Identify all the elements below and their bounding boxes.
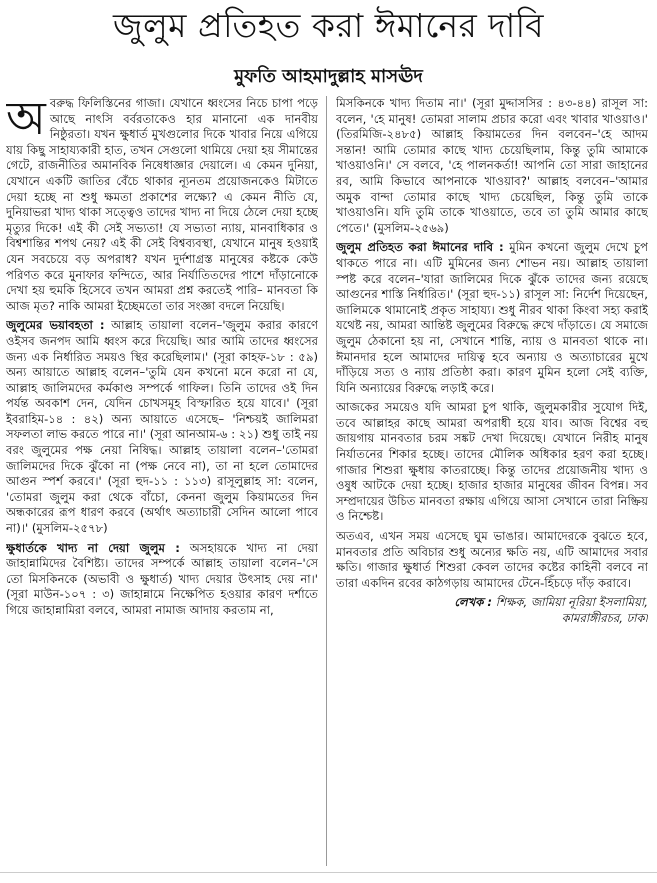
section-text: আল্লাহ তায়ালা বলেন–'জুলুম করার কারণে ওইসব জনপদ আমি ধ্বংস করে দিয়েছি। আর আমি তাদের ধ্বংসের জন্য এক নির্ধারিত সময়ও স্থির করেছিলাম।' (সূরা কাহফ-১৮ : ৫৯) অন্য আয়াতে আল্লাহ বলেন–'তুমি যেন কখনো মনে করো না যে, আল্লাহ জালিমদের কর্মকাণ্ড সম্পর্কে গাফিল। তিনি তাদের ওই দিন পর্যন্ত অবকাশ দেন, যেদিন চোখসমূহ বিস্ফারিত হয়ে যাবে।' (সূরা ইবরাহিম-১৪ : ৪২) অন্য আয়াতে এসেছে– 'নিশ্চয়ই জালিমরা সফলতা লাভ করতে পারে না।' (সূরা আনআম-৬ : ২১) শুধু তাই নয় বরং জুলুমের পক্ষ নেয়া নিষিদ্ধ। আল্লাহ তায়ালা বলেন–'তোমরা জালিমদের দিকে ঝুঁকো না (পক্ষ নেবে না), তা না হলে তোমাদের আগুন স্পর্শ করবে।' (সূরা হুদ-১১ : ১১৩) রাসূলুল্লাহ সা: বলেন, 'তোমরা জুলুম করা থেকে বাঁচো, কেননা জুলুম কিয়ামতের দিন অন্ধকারের রূপ ধারণ করবে (অর্থাৎ অত্যাচারী সেদিন আলো পাবে না)।' (মুসলিম-২৫৭৮) [6, 318, 318, 536]
section-heading: জুলুমের ভয়াবহতা : [6, 318, 105, 333]
section-paragraph [336, 240, 648, 396]
right-column [336, 96, 648, 866]
byline-affiliation: শিক্ষক, জামিয়া নূরিয়া ইসলামিয়া, [492, 595, 648, 610]
body-paragraph: আজকের সময়েও যদি আমরা চুপ থাকি, জুলুমকারীর সুযোগ দিই, তবে আল্লাহর কাছে আমরা অপরাধী হয়ে যাব। আজ বিশ্বের বহু জায়গায় মানবতার চরম সঙ্কট দেখা দিয়েছে। যেখানে নিরীহ মানুষ নির্যাতনের শিকার হচ্ছে। তাদের মৌলিক অধিকার হরণ করা হচ্ছে। গাজার শিশুরা ক্ষুধায় কাতরাচ্ছে। কিন্তু তাদের প্রয়োজনীয় খাদ্য ও ওষুধ আটকে দেয়া হচ্ছে। হাজার হাজার মানুষের জীবন বিপন্ন। সব সম্প্রদায়ের উচিত মানবতা রক্ষায় এগিয়ে আসা সেখানে তারা নিষ্ক্রিয় ও নিশ্চেষ্ট। [336, 400, 648, 524]
section-heading: ক্ষুধার্তকে খাদ্য না দেয়া জুলুম : [6, 540, 180, 555]
section-text: অসহায়কে খাদ্য না দেয়া জাহান্নামিদের বৈশিষ্ট্য। তাদের সম্পর্কে আল্লাহ তায়ালা বলেন–'সে তো মিসকিনকে (অভাবী ও ক্ষুধার্ত) খাদ্য দেয়ার উৎসাহ দেয় না।' (সূরা মাউন-১০৭ : ৩) জাহান্নামে নিক্ষেপিত হওয়ার কারণ দর্শাতে গিয়ে জাহান্নামিরা বলবে, আমরা নামাজ আদায় করতাম না, [6, 540, 318, 617]
drop-cap: অ [6, 96, 46, 145]
continued-paragraph: মিসকিনকে খাদ্য দিতাম না।' (সূরা মুদ্দাসসির : ৪৩-৪৪) রাসূল সা: বলেন, 'হে মানুষ! তোমরা সালাম প্রচার করো এবং খাবার খাওয়াও।' (তিরমিজি-২৪৮৫) আল্লাহ কিয়ামতের দিন বলবেন–'হে আদম সন্তান! আমি তোমার কাছে খাদ্য চেয়েছিলাম, কিন্তু তুমি আমাকে খাওয়াওনি।' সে বলবে, 'হে পালনকর্তা! আপনি তো সারা জাহানের রব, আমি কিভাবে আপনাকে খাওয়াব?' আল্লাহ বলবেন–'আমার অমুক বান্দা তোমার কাছে খাদ্য চেয়েছিল, কিন্তু তুমি তাকে খাওয়াওনি। যদি তুমি তাকে খাওয়াতে, তবে তা তুমি আমার কাছে পেতে।' (মুসলিম-২৫৬৯) [336, 96, 648, 235]
section-heading: জুলুম প্রতিহত করা ঈমানের দাবি : [336, 240, 504, 255]
intro-text: বরুদ্ধ ফিলিস্তিনের গাজা। যেখানে ধ্বংসের নিচে চাপা পড়ে আছে নাৎসি বর্বরতাকেও হার মানানো এক দানবীয় নিষ্ঠুরতা। যখন ক্ষুধার্ত মুখগুলোর দিকে খাবার নিয়ে এগিয়ে যায় কিছু সাহায্যকারী হাত, তখন সেগুলো থামিয়ে দেয়া হয় সীমান্তের গেটে, রাজনীতির অমানবিক নিষেধাজ্ঞার দেয়ালে। এ কেমন দুনিয়া, যেখানে একটি জাতির বেঁচে থাকার ন্যূনতম প্রয়োজনকেও মিটাতে দেয়া হচ্ছে না শুধু ক্ষমতা প্রকাশের লক্ষ্যে? এ কেমন নীতি যে, দুনিয়াভরা খাদ্য থাকা সত্ত্বেও তাদের খাদ্য না দিয়ে ঠেলে দেয়া হচ্ছে মৃত্যুর দিকে! এই কী সেই সভ্যতা! যে সভ্যতা ন্যায়, মানবাধিকার ও বিশ্বশান্তির শপথ নেয়? এই কী সেই বিশ্বব্যবস্থা, যেখানে মানুষ হওয়াই যেন সবচেয়ে বড় অপরাধ? যখন দুর্দশাগ্রস্ত মানুষের কষ্টকে কেউ পরিণত করে মুনাফার ফন্দিতে, আর নির্যাতিতদের পাশে দাঁড়ানোকে দেখা হয় হুমকি হিসেবে তখন আমরা প্রশ্ন করতেই পারি– মানবতা কি আজ মৃত? নাকি আমরা ইচ্ছেমতো তার সংজ্ঞা বদলে নিয়েছি। [6, 96, 318, 313]
section-paragraph [6, 318, 318, 536]
conclusion-paragraph: অতএব, এখন সময় এসেছে ঘুম ভাঙার। আমাদেরকে বুঝতে হবে, মানবতার প্রতি অবিচার শুধু অন্যের ক্ষতি নয়, এটি আমাদের সবার ক্ষতি। গাজার ক্ষুধার্ত শিশুরা কেবল তাদের কষ্টের কাহিনী বলবে না তারা একদিন রবের কাঠগড়ায় আমাদের টেনে-হিঁচড়ে দাঁড় করাবে। [336, 529, 648, 590]
byline-label: লেখক : [454, 595, 493, 610]
column-divider [326, 96, 327, 866]
section-paragraph [6, 541, 318, 619]
byline-location: কামরাঙ্গীরচর, ঢাকা [561, 611, 648, 625]
article-title: জুলুম প্রতিহত করা ঈমানের দাবি [113, 6, 544, 45]
section-text: মুমিন কখনো জুলুম দেখে চুপ থাকতে পারে না। এটি মুমিনের জন্য শোভন নয়। আল্লাহ তায়ালা স্পষ্ট করে বলেন–'যারা জালিমের দিকে ঝুঁকে তাদের জন্য রয়েছে আগুনের শাস্তি নির্ধারিত।' (সূরা হুদ-১১) রাসূল সা: নির্দেশ দিয়েছেন, জালিমকে থামানোই প্রকৃত সাহায্য। শুধু নীরব থাকা কিংবা সহ্য করাই যথেষ্ট নয়, আমরা আন্তিষ্ট জুলুমের বিরুদ্ধে রুখে দাঁড়াতে। যে সমাজে জুলুম ঠেকানো হয় না, সেখানে শান্তি, ন্যায় ও মানবতা থাকে না। ঈমানদার হলে আমাদের দায়িত্ব হবে অন্যায় ও অত্যাচারের মুখে দাঁড়িয়ে সত্য ও ন্যায় প্রতিষ্ঠা করা। কারণ মুমিন হলো সেই ব্যক্তি, যিনি অন্যায়ের বিরুদ্ধে লড়াই করে। [336, 240, 648, 395]
author-name: মুফতি আহমাদুল্লাহ মাসঊদ [234, 66, 423, 87]
intro-paragraph [6, 96, 318, 314]
author-byline [336, 595, 648, 626]
left-column [6, 96, 318, 866]
bottom-rule [0, 872, 657, 873]
